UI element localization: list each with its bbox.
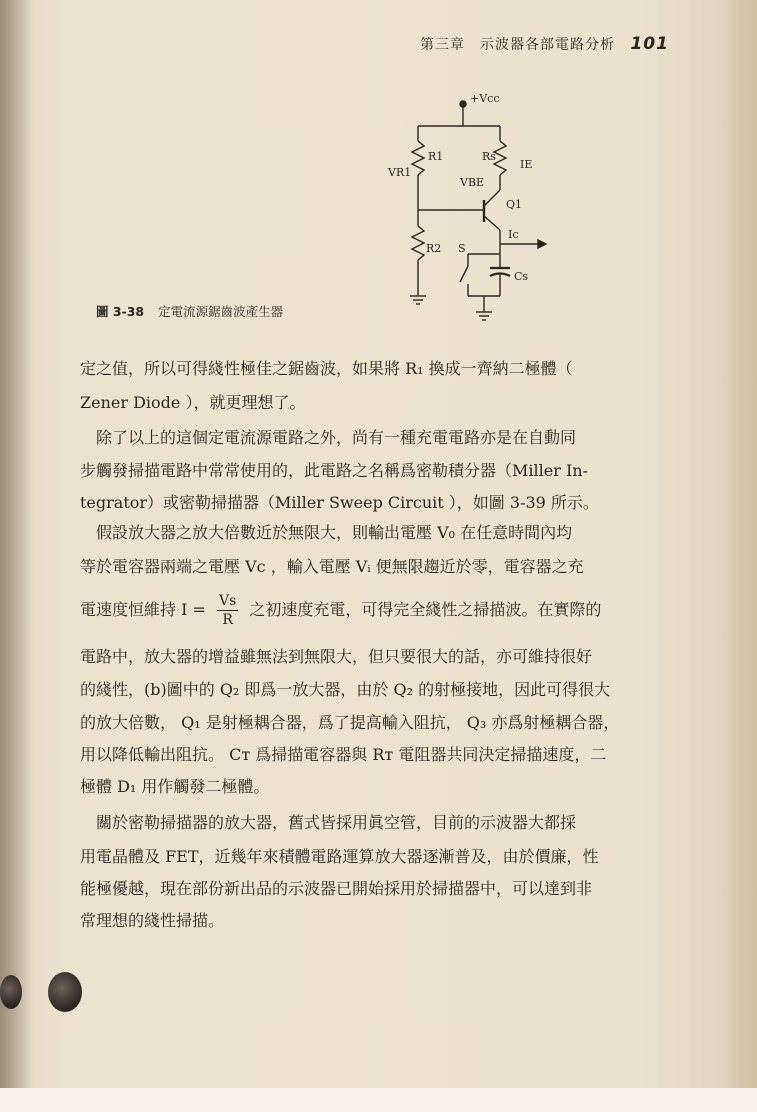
- s-label: S: [458, 242, 466, 255]
- punch-hole: [48, 972, 82, 1012]
- fraction-denominator: R: [222, 612, 233, 628]
- rs-label: Rs: [482, 150, 496, 163]
- body-line: 關於密勒掃描器的放大器，舊式皆採用眞空管，目前的示波器大都採: [80, 813, 577, 832]
- vbe-label: VBE: [460, 176, 485, 189]
- figure-caption: [96, 302, 283, 320]
- body-line: 除了以上的這個定電流源電路之外，尚有一種充電電路亦是在自動同: [80, 428, 577, 447]
- body-line: 用電晶體及 FET，近幾年來積體電路運算放大器逐漸普及，由於價廉，性: [80, 847, 599, 866]
- vcc-node: [460, 101, 466, 107]
- page-number: 101: [630, 34, 669, 54]
- scan-margin: [0, 1088, 757, 1112]
- vcc-label: +Vcc: [470, 92, 500, 105]
- body-line: 電路中，放大器的增益雖無法到無限大，但只要很大的話，亦可維持很好: [80, 647, 593, 666]
- circuit-diagram: [380, 86, 560, 336]
- ic-label: Ic: [508, 228, 519, 241]
- body-line: 定之值，所以可得綫性極佳之鋸齒波，如果將 R₁ 換成一齊納二極體（: [80, 359, 573, 378]
- cs-label: Cs: [514, 270, 529, 283]
- formula-line: [80, 592, 601, 629]
- figure-caption-text: 定電流源鋸齒波產生器: [158, 304, 284, 319]
- gutter-shadow: [0, 0, 34, 1112]
- r2-resistor: [412, 226, 424, 260]
- body-line: 用以降低輸出阻抗。 Cт 爲掃描電容器與 Rт 電阻器共同決定掃描速度，二: [80, 745, 607, 764]
- body-line: Zener Diode ），就更理想了。: [80, 393, 306, 412]
- switch-s: [460, 266, 468, 282]
- ie-label: IE: [520, 158, 533, 171]
- body-line: 能極優越，現在部份新出品的示波器已開始採用於掃描器中，可以達到非: [80, 879, 593, 898]
- punch-hole: [0, 975, 22, 1009]
- body-line: 常理想的綫性掃描。: [80, 911, 225, 930]
- body-line: 等於電容器兩端之電壓 Vc ，輸入電壓 Vᵢ 便無限趨近於零，電容器之充: [80, 557, 584, 576]
- running-header: [420, 34, 669, 54]
- r2-label: R2: [426, 242, 442, 255]
- body-line: 的放大倍數， Q₁ 是射極耦合器，爲了提高輸入阻抗， Q₃ 亦爲射極耦合器，: [80, 713, 620, 732]
- fraction-numerator: Vs: [219, 593, 237, 609]
- chapter-title: 第三章 示波器各部電路分析: [420, 37, 615, 53]
- formula-suffix: 之初速度充電，可得完全綫性之掃描波。在實際的: [249, 600, 602, 619]
- body-line: 步觸發掃描電路中常常使用的，此電路之名稱爲密勒積分器（Miller In-: [80, 461, 588, 480]
- vr1-label: VR1: [388, 166, 412, 179]
- r1-resistor: [412, 141, 424, 175]
- body-line: 假設放大器之放大倍數近於無限大，則輸出電壓 V₀ 在任意時間內均: [80, 523, 573, 542]
- fraction: [217, 592, 238, 629]
- body-line: tegrator）或密勒掃描器（Miller Sweep Circuit ），如圖 3-39 所示。: [80, 493, 599, 512]
- figure-label: 圖 3-38: [96, 304, 145, 319]
- q1-label: Q1: [506, 198, 523, 211]
- body-line: 的綫性，(b)圖中的 Q₂ 即爲一放大器，由於 Q₂ 的射極接地，因此可得很大: [80, 680, 611, 699]
- formula-prefix: 電速度恒維持 I =: [80, 600, 206, 619]
- body-line: 極體 D₁ 用作觸發二極體。: [80, 777, 270, 796]
- r1-label: R1: [428, 150, 444, 163]
